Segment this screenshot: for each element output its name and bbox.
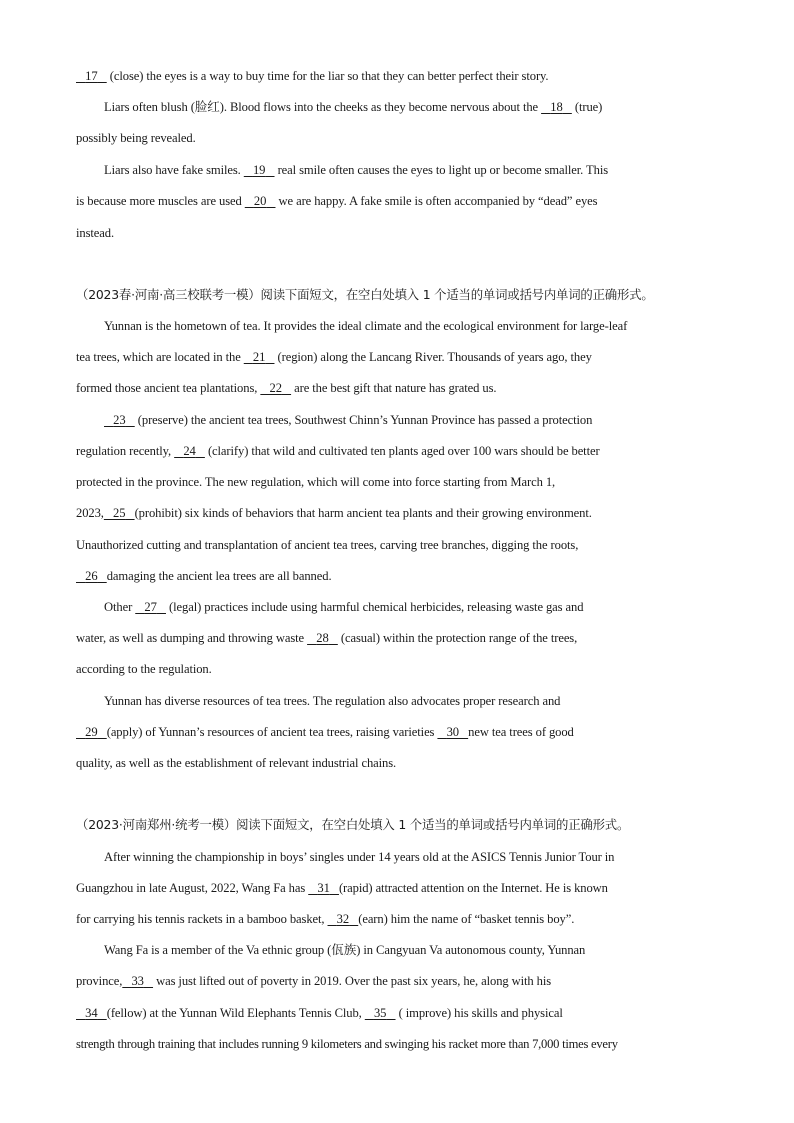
answer-blank[interactable]: 31 [317, 881, 330, 895]
text-line: 2023, 25 (prohibit) six kinds of behaviors that harm ancient tea plants and their growing environment. [76, 506, 592, 520]
text-line: Other 27 (legal) practices include using harmful chemical herbicides, releasing waste gas and [104, 600, 584, 614]
answer-blank[interactable]: 30 [446, 725, 459, 739]
text-line: instead. [76, 226, 115, 240]
answer-blank[interactable]: 22 [269, 381, 282, 395]
answer-blank[interactable]: 20 [253, 194, 267, 208]
text-line: water, as well as dumping and throwing waste 28 (casual) within the protection range of the trees, [76, 631, 578, 645]
answer-blank[interactable]: 26 [85, 569, 98, 583]
answer-blank[interactable]: 24 [183, 444, 196, 458]
text-line: 17 (close) the eyes is a way to buy time for the liar so that they can better perfect their story. [76, 68, 736, 84]
answer-blank[interactable]: 34 [85, 1006, 98, 1020]
text-line: protected in the province. The new regulation, which will come into force starting from March 1, [76, 475, 556, 489]
text-line: according to the regulation. [76, 662, 212, 676]
answer-blank[interactable]: 21 [252, 350, 266, 364]
answer-blank[interactable]: 27 [144, 600, 157, 614]
text-line: is because more muscles are used 20 we are happy. A fake smile is often accompanied by “dead” eyes [76, 194, 598, 208]
answer-blank[interactable]: 18 [550, 100, 563, 114]
answer-blank[interactable]: 25 [113, 506, 126, 520]
text-line: 29 (apply) of Yunnan’s resources of ancient tea trees, raising varieties 30 new tea trees of good [76, 724, 736, 740]
text-line: Unauthorized cutting and transplantation of ancient tea trees, carving tree branches, digging the roots, [76, 538, 579, 552]
answer-blank[interactable]: 19 [252, 163, 266, 177]
answer-blank[interactable]: 29 [85, 725, 98, 739]
text-line: regulation recently, 24 (clarify) that wild and cultivated ten plants aged over 100 wars should be better [76, 444, 600, 458]
section-header: （2023春·河南·高三校联考一模）阅读下面短文，在空白处填入 1 个适当的单词或括号内单词的正确形式。 [76, 287, 654, 302]
text-line: Liars often blush (脸红). Blood flows into the cheeks as they become nervous about the 18 (true) [104, 100, 603, 114]
text-line: After winning the championship in boys’ singles under 14 years old at the ASICS Tennis Junior Tour in [104, 850, 615, 864]
text-line: 26 damaging the ancient lea trees are all banned. [76, 568, 736, 584]
text-line: quality, as well as the establishment of relevant industrial chains. [76, 756, 397, 770]
answer-blank[interactable]: 35 [373, 1006, 387, 1020]
text-line: 23 (preserve) the ancient tea trees, Southwest Chinn’s Yunnan Province has passed a protection [104, 412, 744, 428]
text-line: Yunnan is the hometown of tea. It provides the ideal climate and the ecological environment for large-leaf [104, 319, 628, 333]
text-line: strength through training that includes running 9 kilometers and swinging his racket more than 7,000 times every [76, 1037, 618, 1051]
section-header: （2023·河南郑州·统考一模）阅读下面短文，在空白处填入 1 个适当的单词或括号内单词的正确形式。 [76, 817, 630, 832]
text-line: 34 (fellow) at the Yunnan Wild Elephants Tennis Club, 35 ( improve) his skills and physical [76, 1005, 736, 1021]
text-line: Guangzhou in late August, 2022, Wang Fa has 31 (rapid) attracted attention on the Internet. He is known [76, 881, 608, 895]
text-line: possibly being revealed. [76, 131, 196, 145]
text-line: for carrying his tennis rackets in a bamboo basket, 32 (earn) him the name of “basket tennis boy”. [76, 912, 575, 926]
text-line: Wang Fa is a member of the Va ethnic group (佤族) in Cangyuan Va autonomous county, Yunnan [104, 943, 586, 957]
text-line: province, 33 was just lifted out of poverty in 2019. Over the past six years, he, along with his [76, 974, 552, 988]
answer-blank[interactable]: 32 [336, 912, 350, 926]
answer-blank[interactable]: 23 [113, 413, 126, 427]
answer-blank[interactable]: 28 [316, 631, 329, 645]
answer-blank[interactable]: 33 [131, 974, 144, 988]
text-line: Liars also have fake smiles. 19 real smile often causes the eyes to light up or become smaller. This [104, 163, 609, 177]
text-line: formed those ancient tea plantations, 22 are the best gift that nature has grated us. [76, 381, 497, 395]
answer-blank[interactable]: 17 [85, 69, 98, 83]
text-line: Yunnan has diverse resources of tea trees. The regulation also advocates proper research and [104, 694, 561, 708]
text-line: tea trees, which are located in the 21 (region) along the Lancang River. Thousands of years ago, they [76, 350, 592, 364]
